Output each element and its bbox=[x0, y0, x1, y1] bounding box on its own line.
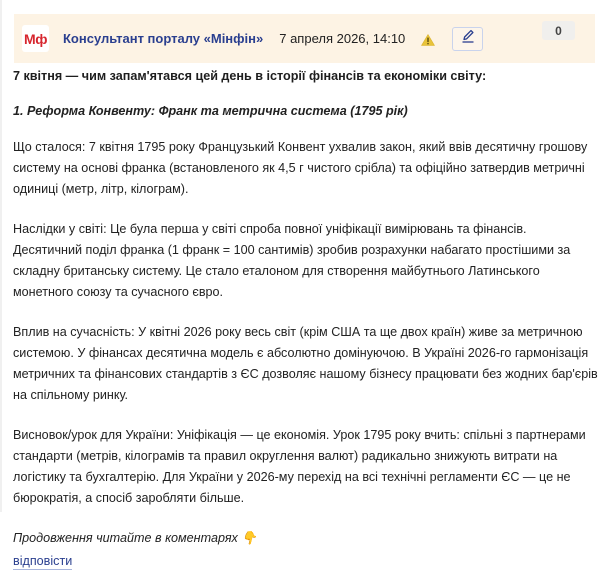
pencil-icon bbox=[460, 28, 476, 49]
edit-button[interactable] bbox=[452, 27, 483, 51]
vote-counter[interactable]: 0 bbox=[542, 21, 575, 40]
post-header bbox=[14, 14, 595, 63]
post-headline: 7 квітня — чим запам'ятався цей день в історії фінансів та економіки світу: bbox=[13, 69, 487, 83]
paragraph-consequences: Наслідки у світі: Це була перша у світі спроба повної уніфікації вимірювань та фінансів. Десятичний поділ франка (1 франк = 100 сантимів) зробив розрахунки набагато простішими за складну британську систему. Це стало еталоном для створення майбутнього Латинського монетного союзу та сучасного євро. bbox=[13, 222, 571, 299]
reply-link[interactable]: відповісти bbox=[13, 554, 73, 568]
paragraph-modern-impact: Вплив на сучасність: У квітні 2026 року весь світ (крім США та ще двох країн) живе за метричною системою. У фінансах десятична модель є абсолютно домінуючою. В Україні 2026-го гармонізація метричних та фінансових стандартів з ЄС дозволяє нашому бізнесу працювати без жодних бар'єрів на спільному ринку. bbox=[13, 325, 598, 402]
logo-text: Мф bbox=[24, 30, 47, 47]
post-body bbox=[13, 66, 598, 572]
paragraph-what-happened: Що сталося: 7 квітня 1795 року Французький Конвент ухвалив закон, який ввів десятичну грошову систему на основі франка (встановленого як 4,5 г чистого срібла) та офіційно затвердив метричні одиниці (метр, літр, кілограм). bbox=[13, 140, 588, 196]
minfin-logo bbox=[22, 25, 49, 52]
warning-triangle-icon[interactable] bbox=[421, 33, 435, 45]
continue-in-comments: Продовження читайте в коментарях 👇 bbox=[13, 531, 258, 545]
author-name[interactable]: Консультант порталу «Мінфін» bbox=[63, 31, 264, 46]
post-subheading: 1. Реформа Конвенту: Франк та метрична система (1795 рік) bbox=[13, 104, 408, 118]
post-date: 7 апреля 2026, 14:10 bbox=[279, 31, 406, 46]
paragraph-conclusion: Висновок/урок для України: Уніфікація — це економія. Урок 1795 року вчить: спільні з партнерами стандарти (метрів, кілограмів та правил округлення валют) радикально знижують витрати на логістику та бухгалтерію. Для України у 2026-му перехід на всі технічні регламенти ЄС — це не бюрократія, а спосіб заробляти більше. bbox=[13, 428, 586, 505]
left-border bbox=[0, 0, 2, 512]
